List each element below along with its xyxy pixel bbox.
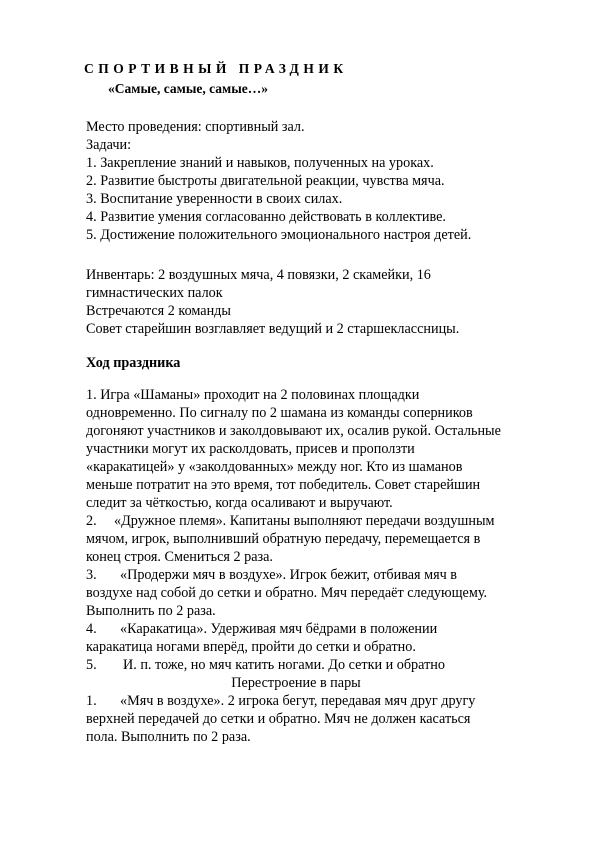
game-1-line: «каракатицей» у «заколдованных» между ног. Кто из шаманов [86,459,463,475]
game-2-line: конец строя. Смениться 2 раза. [86,549,273,565]
game-4-first-line [86,620,556,638]
game-3-text: «Продержи мяч в воздухе». Игрок бежит, отбивая мяч в [120,567,458,583]
game-3-line: воздухе над собой до сетки и обратно. Мяч передаёт следующему. [86,585,488,601]
pair-game-1-text: «Мяч в воздухе». 2 игрока бегут, передавая мяч друг другу [120,693,476,709]
inventory-section [86,266,556,338]
task-item: 2. Развитие быстроты двигательной реакции, чувства мяча. [86,173,445,189]
games-section [86,386,556,746]
game-4-line: каракатица ногами вперёд, пройти до сетки и обратно. [86,639,416,655]
pairs-heading: Перестроение в пары [231,675,361,691]
course-heading: Ход праздника [86,355,181,371]
game-3-number: 3. [86,567,97,583]
game-1-line: участники могут их расколдовать, присев и проползти [86,441,415,457]
task-item: 4. Развитие умения согласованно действовать в коллективе. [86,209,446,225]
tasks-label: Задачи: [86,137,132,153]
inventory-line: гимнастических палок [86,285,223,301]
intro-section [86,118,556,244]
game-2-line: мячом, игрок, выполнивший обратную передачу, перемещается в [86,531,481,547]
task-item: 3. Воспитание уверенности в своих силах. [86,191,343,207]
task-item: 1. Закрепление знаний и навыков, полученных на уроках. [86,155,434,171]
game-5-line [86,656,556,674]
inventory-line: Инвентарь: 2 воздушных мяча, 4 повязки, 2 скамейки, 16 [86,267,431,283]
game-2-text: «Дружное племя». Капитаны выполняют передачи воздушным [114,513,495,529]
game-5-text: И. п. тоже, но мяч катить ногами. До сетки и обратно [123,657,445,673]
game-1-line: 1. Игра «Шаманы» проходит на 2 половинах площадки [86,387,420,403]
game-1-line: следит за чёткостью, когда осаливают и выручают. [86,495,393,511]
document-subtitle: «Самые, самые, самые…» [108,81,268,96]
game-1-line: догоняют участников и заколдовывают их, осалив рукой. Остальные [86,423,501,439]
pair-game-1-line: пола. Выполнить по 2 раза. [86,729,251,745]
task-item: 5. Достижение положительного эмоционального настроя детей. [86,227,472,243]
location-line: Место проведения: спортивный зал. [86,119,305,135]
game-4-text: «Каракатица». Удерживая мяч бёдрами в положении [120,621,438,637]
council-line: Совет старейшин возглавляет ведущий и 2 старшеклассницы. [86,321,460,337]
teams-line: Встречаются 2 команды [86,303,231,319]
game-3-first-line [86,566,556,584]
game-5-number: 5. [86,657,97,673]
game-2-first-line [86,512,556,530]
game-4-number: 4. [86,621,97,637]
pair-game-1-first-line [86,692,556,710]
game-1-line: одновременно. По сигналу по 2 шамана из команды соперников [86,405,473,421]
game-1-line: меньше потратит на это время, тот победитель. Совет старейшин [86,477,481,493]
pair-game-1-number: 1. [86,693,97,709]
pair-game-1-line: верхней передачей до сетки и обратно. Мяч не должен касаться [86,711,471,727]
document-title: СПОРТИВНЫЙ ПРАЗДНИК [84,61,348,76]
game-3-line: Выполнить по 2 раза. [86,603,216,619]
game-2-number: 2. [86,513,97,529]
